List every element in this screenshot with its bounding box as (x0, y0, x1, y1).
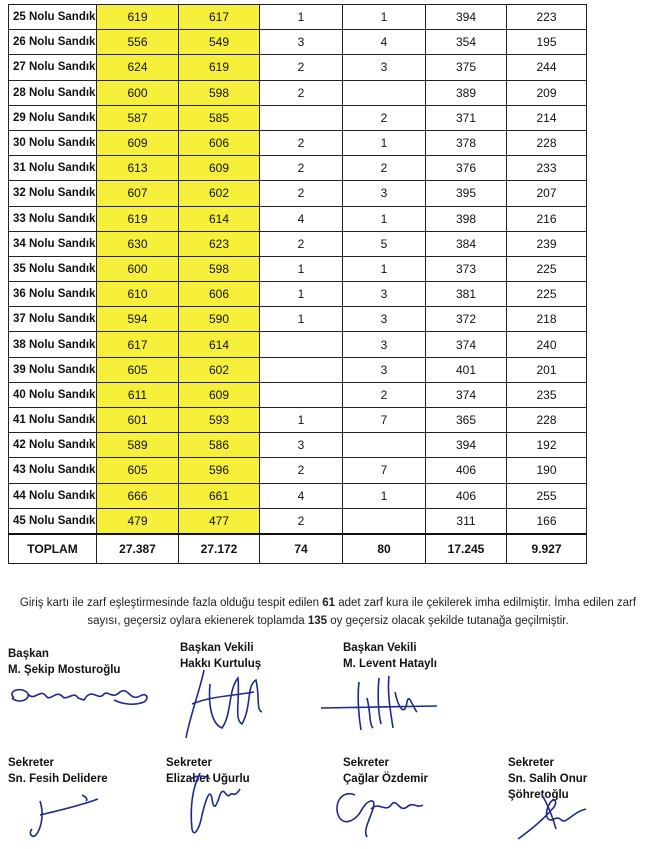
cell-c2: 619 (179, 55, 260, 80)
cell-c1: 27.387 (97, 534, 179, 564)
table-row (9, 483, 587, 508)
ballot-box-label: 45 Nolu Sandık (9, 508, 97, 534)
signer-name: Sn. Fesih Delidere (8, 773, 108, 785)
table-body (9, 5, 587, 564)
cell-c3: 2 (260, 181, 343, 206)
signature-block-chair (8, 646, 120, 678)
ballot-box-label: 38 Nolu Sandık (9, 332, 97, 357)
cell-c1: 666 (97, 483, 179, 508)
cell-c2: 602 (179, 181, 260, 206)
cell-c5: 398 (426, 206, 507, 231)
table-row (9, 80, 587, 105)
cell-c2: 609 (179, 156, 260, 181)
cell-c6: 233 (507, 156, 587, 181)
ballot-box-label: 39 Nolu Sandık (9, 357, 97, 382)
cell-c4: 3 (343, 307, 426, 332)
cell-c6: 218 (507, 307, 587, 332)
handwritten-signature (512, 789, 612, 845)
cell-c5: 374 (426, 382, 507, 407)
cell-c3: 4 (260, 483, 343, 508)
ballot-box-label: 28 Nolu Sandık (9, 80, 97, 105)
total-row (9, 534, 587, 564)
cell-c3: 4 (260, 206, 343, 231)
destroyed-envelopes-count: 61 (322, 597, 336, 609)
cell-c2: 598 (179, 256, 260, 281)
cell-c1: 610 (97, 282, 179, 307)
ballot-box-label: 25 Nolu Sandık (9, 5, 97, 30)
handwritten-signature (4, 676, 154, 716)
cell-c2: 606 (179, 130, 260, 155)
signature-block-secretary-2 (166, 755, 250, 787)
table-row (9, 307, 587, 332)
handwritten-signature (26, 789, 116, 849)
cell-c3: 3 (260, 433, 343, 458)
table-row (9, 231, 587, 256)
ballot-box-label: 27 Nolu Sandık (9, 55, 97, 80)
cell-c5: 311 (426, 508, 507, 534)
cell-c4: 5 (343, 231, 426, 256)
note-text-3: oy geçersiz olacak şekilde tutanağa geçilmiştir. (327, 615, 569, 627)
cell-c3 (260, 105, 343, 130)
cell-c4: 1 (343, 483, 426, 508)
cell-c3 (260, 382, 343, 407)
table-row (9, 282, 587, 307)
cell-c6: 255 (507, 483, 587, 508)
invalid-votes-total: 135 (307, 615, 328, 627)
cell-c6: 235 (507, 382, 587, 407)
ballot-box-label: 29 Nolu Sandık (9, 105, 97, 130)
cell-c4: 1 (343, 256, 426, 281)
signer-name: Hakkı Kurtuluş (180, 658, 262, 670)
handwritten-signature (327, 779, 437, 843)
cell-c6: 195 (507, 30, 587, 55)
table-row (9, 332, 587, 357)
signer-role: Sekreter (166, 757, 213, 769)
signature-block-vice-chair-2 (343, 640, 437, 672)
cell-c6: 190 (507, 458, 587, 483)
cell-c1: 609 (97, 130, 179, 155)
cell-c3: 1 (260, 5, 343, 30)
cell-c2: 614 (179, 332, 260, 357)
signature-block-vice-chair-1 (180, 640, 261, 672)
cell-c2: 549 (179, 30, 260, 55)
cell-c5: 394 (426, 433, 507, 458)
table-row (9, 130, 587, 155)
cell-c1: 605 (97, 458, 179, 483)
table-row (9, 408, 587, 433)
signer-role: Sekreter (508, 757, 555, 769)
cell-c4: 1 (343, 206, 426, 231)
cell-c4: 3 (343, 55, 426, 80)
total-label: TOPLAM (9, 534, 97, 564)
cell-c2: 586 (179, 433, 260, 458)
cell-c3: 2 (260, 55, 343, 80)
cell-c3: 2 (260, 80, 343, 105)
ballot-box-label: 33 Nolu Sandık (9, 206, 97, 231)
cell-c3: 1 (260, 307, 343, 332)
cell-c4: 3 (343, 181, 426, 206)
cell-c1: 619 (97, 206, 179, 231)
signer-name: Elizabet Uğurlu (166, 773, 250, 785)
cell-c3: 2 (260, 458, 343, 483)
cell-c4: 7 (343, 458, 426, 483)
cell-c3: 74 (260, 534, 343, 564)
ballot-box-label: 37 Nolu Sandık (9, 307, 97, 332)
cell-c1: 594 (97, 307, 179, 332)
cell-c1: 556 (97, 30, 179, 55)
cell-c5: 375 (426, 55, 507, 80)
cell-c6: 9.927 (507, 534, 587, 564)
cell-c5: 395 (426, 181, 507, 206)
cell-c4 (343, 433, 426, 458)
cell-c5: 372 (426, 307, 507, 332)
cell-c5: 389 (426, 80, 507, 105)
cell-c5: 374 (426, 332, 507, 357)
cell-c5: 381 (426, 282, 507, 307)
cell-c2: 477 (179, 508, 260, 534)
cell-c1: 613 (97, 156, 179, 181)
cell-c6: 228 (507, 130, 587, 155)
cell-c3: 3 (260, 30, 343, 55)
cell-c3: 2 (260, 156, 343, 181)
cell-c5: 365 (426, 408, 507, 433)
cell-c4: 1 (343, 5, 426, 30)
ballot-box-label: 44 Nolu Sandık (9, 483, 97, 508)
cell-c3 (260, 357, 343, 382)
cell-c5: 378 (426, 130, 507, 155)
cell-c2: 590 (179, 307, 260, 332)
table-row (9, 433, 587, 458)
cell-c4: 2 (343, 382, 426, 407)
table-row (9, 256, 587, 281)
ballot-box-table (8, 4, 587, 564)
signature-block-secretary-3 (343, 755, 428, 787)
cell-c4 (343, 80, 426, 105)
signer-name: M. Levent Hataylı (343, 658, 437, 670)
cell-c3: 1 (260, 256, 343, 281)
cell-c1: 589 (97, 433, 179, 458)
cell-c2: 598 (179, 80, 260, 105)
cell-c6: 228 (507, 408, 587, 433)
cell-c1: 587 (97, 105, 179, 130)
signature-block-secretary-1 (8, 755, 108, 787)
cell-c5: 406 (426, 483, 507, 508)
table-row (9, 181, 587, 206)
cell-c2: 609 (179, 382, 260, 407)
handwritten-signature (170, 769, 250, 839)
cell-c5: 384 (426, 231, 507, 256)
cell-c1: 611 (97, 382, 179, 407)
ballot-box-label: 43 Nolu Sandık (9, 458, 97, 483)
ballot-box-label: 41 Nolu Sandık (9, 408, 97, 433)
table-row (9, 105, 587, 130)
cell-c6: 166 (507, 508, 587, 534)
ballot-box-label: 31 Nolu Sandık (9, 156, 97, 181)
signer-role: Başkan Vekili (180, 642, 254, 654)
cell-c6: 244 (507, 55, 587, 80)
cell-c2: 606 (179, 282, 260, 307)
signature-block-secretary-4 (508, 755, 650, 803)
cell-c2: 596 (179, 458, 260, 483)
cell-c6: 209 (507, 80, 587, 105)
handwritten-signature (319, 668, 439, 748)
table-row (9, 357, 587, 382)
cell-c6: 207 (507, 181, 587, 206)
cell-c6: 240 (507, 332, 587, 357)
cell-c6: 216 (507, 206, 587, 231)
table-row (9, 55, 587, 80)
cell-c6: 201 (507, 357, 587, 382)
cell-c6: 225 (507, 282, 587, 307)
table-row (9, 5, 587, 30)
ballot-box-label: 26 Nolu Sandık (9, 30, 97, 55)
cell-c1: 617 (97, 332, 179, 357)
cell-c4: 1 (343, 130, 426, 155)
cell-c4: 4 (343, 30, 426, 55)
cell-c3: 2 (260, 231, 343, 256)
note-text-2: adet zarf kura ile çekilerek imha edilmiştir. İmha edilen zarf sayısı, geçersiz oylara ekienerek toplamda (87, 597, 637, 627)
cell-c6: 225 (507, 256, 587, 281)
ballot-box-label: 42 Nolu Sandık (9, 433, 97, 458)
cell-c1: 601 (97, 408, 179, 433)
cell-c1: 607 (97, 181, 179, 206)
cell-c5: 406 (426, 458, 507, 483)
signer-name: Çağlar Özdemir (343, 773, 428, 785)
cell-c2: 617 (179, 5, 260, 30)
cell-c4: 2 (343, 156, 426, 181)
cell-c6: 192 (507, 433, 587, 458)
cell-c4: 2 (343, 105, 426, 130)
cell-c1: 600 (97, 256, 179, 281)
cell-c6: 214 (507, 105, 587, 130)
cell-c1: 619 (97, 5, 179, 30)
cell-c2: 27.172 (179, 534, 260, 564)
cell-c4: 80 (343, 534, 426, 564)
cell-c3: 1 (260, 408, 343, 433)
ballot-box-label: 35 Nolu Sandık (9, 256, 97, 281)
cell-c4: 3 (343, 357, 426, 382)
cell-c2: 593 (179, 408, 260, 433)
cell-c1: 600 (97, 80, 179, 105)
cell-c5: 354 (426, 30, 507, 55)
cell-c6: 239 (507, 231, 587, 256)
cell-c2: 623 (179, 231, 260, 256)
table-row (9, 30, 587, 55)
signer-role: Sekreter (8, 757, 55, 769)
ballot-box-label: 32 Nolu Sandık (9, 181, 97, 206)
signer-role: Başkan Vekili (343, 642, 417, 654)
ballot-box-label: 34 Nolu Sandık (9, 231, 97, 256)
ballot-box-label: 36 Nolu Sandık (9, 282, 97, 307)
cell-c5: 17.245 (426, 534, 507, 564)
signer-name: M. Şekip Mosturoğlu (8, 664, 121, 676)
table-row (9, 382, 587, 407)
signer-name: Sn. Salih Onur Şöhretoğlu (508, 773, 588, 801)
cell-c5: 394 (426, 5, 507, 30)
cell-c2: 602 (179, 357, 260, 382)
closing-note (18, 594, 638, 630)
cell-c4: 3 (343, 332, 426, 357)
cell-c1: 479 (97, 508, 179, 534)
ballot-box-label: 40 Nolu Sandık (9, 382, 97, 407)
note-text-1: Giriş kartı ile zarf eşleştirmesinde fazla olduğu tespit edilen (19, 597, 323, 609)
handwritten-signature (182, 666, 272, 746)
cell-c3: 2 (260, 130, 343, 155)
ballot-box-label: 30 Nolu Sandık (9, 130, 97, 155)
cell-c1: 605 (97, 357, 179, 382)
cell-c1: 630 (97, 231, 179, 256)
table-row (9, 206, 587, 231)
cell-c1: 624 (97, 55, 179, 80)
cell-c5: 373 (426, 256, 507, 281)
table-row (9, 156, 587, 181)
cell-c5: 401 (426, 357, 507, 382)
signer-role: Başkan (8, 648, 49, 660)
signer-role: Sekreter (343, 757, 390, 769)
cell-c4: 3 (343, 282, 426, 307)
cell-c2: 661 (179, 483, 260, 508)
cell-c2: 585 (179, 105, 260, 130)
cell-c3: 2 (260, 508, 343, 534)
cell-c5: 371 (426, 105, 507, 130)
cell-c3 (260, 332, 343, 357)
cell-c5: 376 (426, 156, 507, 181)
cell-c6: 223 (507, 5, 587, 30)
cell-c3: 1 (260, 282, 343, 307)
cell-c4 (343, 508, 426, 534)
table-row (9, 458, 587, 483)
table-row (9, 508, 587, 534)
cell-c2: 614 (179, 206, 260, 231)
cell-c4: 7 (343, 408, 426, 433)
